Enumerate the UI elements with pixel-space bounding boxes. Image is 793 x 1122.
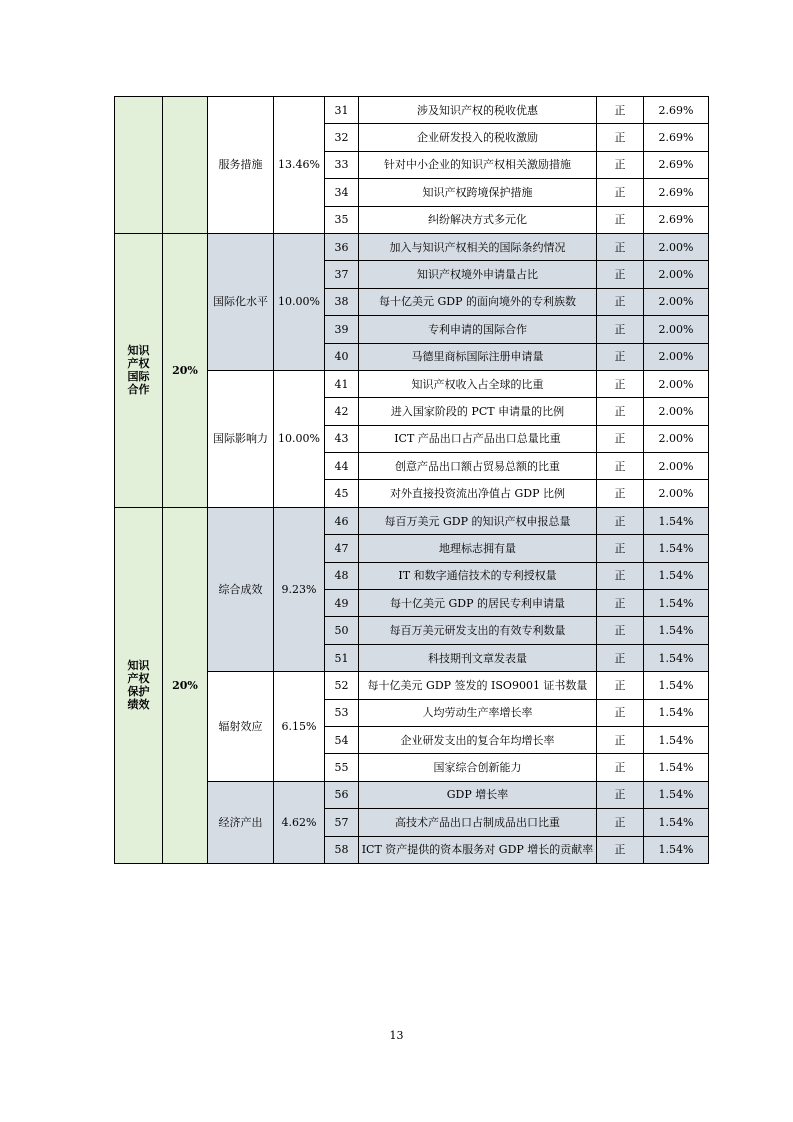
indicator-name-cell: 地理标志拥有量 <box>359 535 597 562</box>
indicator-name-cell: GDP 增长率 <box>359 781 597 808</box>
level2-weight-cell: 6.15% <box>274 672 325 782</box>
indicator-direction-cell: 正 <box>597 562 644 589</box>
indicator-weight-cell: 2.69% <box>644 151 709 178</box>
indicator-name-cell: 每十亿美元 GDP 的面向境外的专利族数 <box>359 288 597 315</box>
indicator-direction-cell: 正 <box>597 206 644 233</box>
indicator-direction-cell: 正 <box>597 179 644 206</box>
indicator-direction-cell: 正 <box>597 726 644 753</box>
indicator-weight-cell: 2.00% <box>644 480 709 507</box>
indicator-number-cell: 48 <box>325 562 359 589</box>
indicator-direction-cell: 正 <box>597 233 644 260</box>
indicator-name-cell: IT 和数字通信技术的专利授权量 <box>359 562 597 589</box>
indicator-name-cell: ICT 产品出口占产品出口总量比重 <box>359 425 597 452</box>
level1-name-cell: 知识 产权 国际 合作 <box>115 233 163 507</box>
indicator-weight-cell: 2.69% <box>644 179 709 206</box>
indicator-number-cell: 40 <box>325 343 359 370</box>
level2-name-cell: 服务措施 <box>208 97 274 234</box>
indicator-number-cell: 53 <box>325 699 359 726</box>
indicator-name-cell: 进入国家阶段的 PCT 申请量的比例 <box>359 398 597 425</box>
indicator-direction-cell: 正 <box>597 507 644 534</box>
level2-weight-cell: 10.00% <box>274 233 325 370</box>
indicator-number-cell: 43 <box>325 425 359 452</box>
indicator-weight-cell: 1.54% <box>644 590 709 617</box>
indicator-weight-cell: 1.54% <box>644 781 709 808</box>
indicator-weight-cell: 2.69% <box>644 206 709 233</box>
indicator-name-cell: 创意产品出口额占贸易总额的比重 <box>359 453 597 480</box>
indicator-direction-cell: 正 <box>597 425 644 452</box>
indicator-name-cell: 国家综合创新能力 <box>359 754 597 781</box>
indicator-direction-cell: 正 <box>597 370 644 397</box>
indicator-number-cell: 45 <box>325 480 359 507</box>
indicator-number-cell: 41 <box>325 370 359 397</box>
level2-name-cell: 经济产出 <box>208 781 274 863</box>
indicator-direction-cell: 正 <box>597 699 644 726</box>
indicator-direction-cell: 正 <box>597 535 644 562</box>
indicator-weight-cell: 2.00% <box>644 233 709 260</box>
indicator-direction-cell: 正 <box>597 754 644 781</box>
indicator-weight-cell: 2.00% <box>644 398 709 425</box>
indicator-number-cell: 39 <box>325 316 359 343</box>
indicator-direction-cell: 正 <box>597 781 644 808</box>
indicator-name-cell: 每十亿美元 GDP 的居民专利申请量 <box>359 590 597 617</box>
indicator-number-cell: 50 <box>325 617 359 644</box>
indicator-name-cell: 每百万美元研发支出的有效专利数量 <box>359 617 597 644</box>
indicator-direction-cell: 正 <box>597 316 644 343</box>
indicator-name-cell: 高技术产品出口占制成品出口比重 <box>359 809 597 836</box>
indicator-direction-cell: 正 <box>597 809 644 836</box>
indicator-direction-cell: 正 <box>597 124 644 151</box>
indicator-number-cell: 56 <box>325 781 359 808</box>
level2-name-cell: 辐射效应 <box>208 672 274 782</box>
indicator-number-cell: 52 <box>325 672 359 699</box>
indicator-direction-cell: 正 <box>597 672 644 699</box>
indicator-weight-cell: 1.54% <box>644 617 709 644</box>
indicator-number-cell: 54 <box>325 726 359 753</box>
indicator-number-cell: 31 <box>325 97 359 124</box>
level1-weight-cell <box>163 97 208 234</box>
indicator-name-cell: 知识产权境外申请量占比 <box>359 261 597 288</box>
indicator-number-cell: 34 <box>325 179 359 206</box>
indicator-weight-cell: 2.69% <box>644 97 709 124</box>
indicator-number-cell: 55 <box>325 754 359 781</box>
indicator-number-cell: 47 <box>325 535 359 562</box>
indicator-number-cell: 46 <box>325 507 359 534</box>
level2-weight-cell: 13.46% <box>274 97 325 234</box>
indicator-weight-cell: 2.00% <box>644 316 709 343</box>
indicator-number-cell: 37 <box>325 261 359 288</box>
indicator-weight-cell: 1.54% <box>644 809 709 836</box>
indicator-direction-cell: 正 <box>597 288 644 315</box>
indicator-number-cell: 42 <box>325 398 359 425</box>
indicator-direction-cell: 正 <box>597 398 644 425</box>
indicator-name-cell: 加入与知识产权相关的国际条约情况 <box>359 233 597 260</box>
indicator-name-cell: 对外直接投资流出净值占 GDP 比例 <box>359 480 597 507</box>
indicator-direction-cell: 正 <box>597 97 644 124</box>
indicator-name-cell: 知识产权收入占全球的比重 <box>359 370 597 397</box>
table-body <box>115 97 709 864</box>
indicator-number-cell: 33 <box>325 151 359 178</box>
indicator-direction-cell: 正 <box>597 151 644 178</box>
indicator-direction-cell: 正 <box>597 480 644 507</box>
indicator-name-cell: 企业研发投入的税收激励 <box>359 124 597 151</box>
indicator-name-cell: 知识产权跨境保护措施 <box>359 179 597 206</box>
indicator-weight-cell: 2.69% <box>644 124 709 151</box>
indicator-name-cell: 科技期刊文章发表量 <box>359 644 597 671</box>
indicator-weight-cell: 2.00% <box>644 261 709 288</box>
indicator-weight-cell: 2.00% <box>644 453 709 480</box>
indicator-weight-cell: 1.54% <box>644 535 709 562</box>
indicator-weight-cell: 1.54% <box>644 507 709 534</box>
indicator-weight-cell: 1.54% <box>644 726 709 753</box>
level1-name-cell <box>115 97 163 234</box>
page-number: 13 <box>389 1029 404 1042</box>
table-row <box>115 97 709 124</box>
indicator-weight-cell: 2.00% <box>644 343 709 370</box>
indicator-name-cell: 企业研发支出的复合年均增长率 <box>359 726 597 753</box>
table-row <box>115 507 709 534</box>
indicator-direction-cell: 正 <box>597 644 644 671</box>
indicator-table <box>114 96 709 864</box>
indicator-direction-cell: 正 <box>597 261 644 288</box>
level2-weight-cell: 10.00% <box>274 370 325 507</box>
indicator-name-cell: 每百万美元 GDP 的知识产权申报总量 <box>359 507 597 534</box>
indicator-number-cell: 49 <box>325 590 359 617</box>
table-row <box>115 233 709 260</box>
indicator-name-cell: 马德里商标国际注册申请量 <box>359 343 597 370</box>
indicator-number-cell: 38 <box>325 288 359 315</box>
indicator-weight-cell: 1.54% <box>644 644 709 671</box>
level2-weight-cell: 9.23% <box>274 507 325 671</box>
indicator-name-cell: 每十亿美元 GDP 签发的 ISO9001 证书数量 <box>359 672 597 699</box>
level2-name-cell: 综合成效 <box>208 507 274 671</box>
indicator-name-cell: 纠纷解决方式多元化 <box>359 206 597 233</box>
level2-weight-cell: 4.62% <box>274 781 325 863</box>
level1-weight-cell: 20% <box>163 233 208 507</box>
indicator-number-cell: 36 <box>325 233 359 260</box>
indicator-weight-cell: 1.54% <box>644 754 709 781</box>
indicator-name-cell: 针对中小企业的知识产权相关激励措施 <box>359 151 597 178</box>
indicator-number-cell: 44 <box>325 453 359 480</box>
indicator-weight-cell: 1.54% <box>644 562 709 589</box>
level2-name-cell: 国际影响力 <box>208 370 274 507</box>
indicator-number-cell: 58 <box>325 836 359 863</box>
indicator-direction-cell: 正 <box>597 836 644 863</box>
indicator-direction-cell: 正 <box>597 343 644 370</box>
level1-weight-cell: 20% <box>163 507 208 863</box>
indicator-number-cell: 51 <box>325 644 359 671</box>
level2-name-cell: 国际化水平 <box>208 233 274 370</box>
indicator-number-cell: 57 <box>325 809 359 836</box>
indicator-weight-cell: 1.54% <box>644 836 709 863</box>
indicator-number-cell: 32 <box>325 124 359 151</box>
indicator-number-cell: 35 <box>325 206 359 233</box>
level1-name-cell: 知识 产权 保护 绩效 <box>115 507 163 863</box>
indicator-weight-cell: 2.00% <box>644 370 709 397</box>
indicator-direction-cell: 正 <box>597 617 644 644</box>
indicator-weight-cell: 1.54% <box>644 672 709 699</box>
indicator-name-cell: 专利申请的国际合作 <box>359 316 597 343</box>
indicator-weight-cell: 1.54% <box>644 699 709 726</box>
indicator-direction-cell: 正 <box>597 590 644 617</box>
indicator-direction-cell: 正 <box>597 453 644 480</box>
indicator-name-cell: 涉及知识产权的税收优惠 <box>359 97 597 124</box>
indicator-weight-cell: 2.00% <box>644 425 709 452</box>
indicator-name-cell: ICT 资产提供的资本服务对 GDP 增长的贡献率 <box>359 836 597 863</box>
indicator-weight-cell: 2.00% <box>644 288 709 315</box>
indicator-name-cell: 人均劳动生产率增长率 <box>359 699 597 726</box>
